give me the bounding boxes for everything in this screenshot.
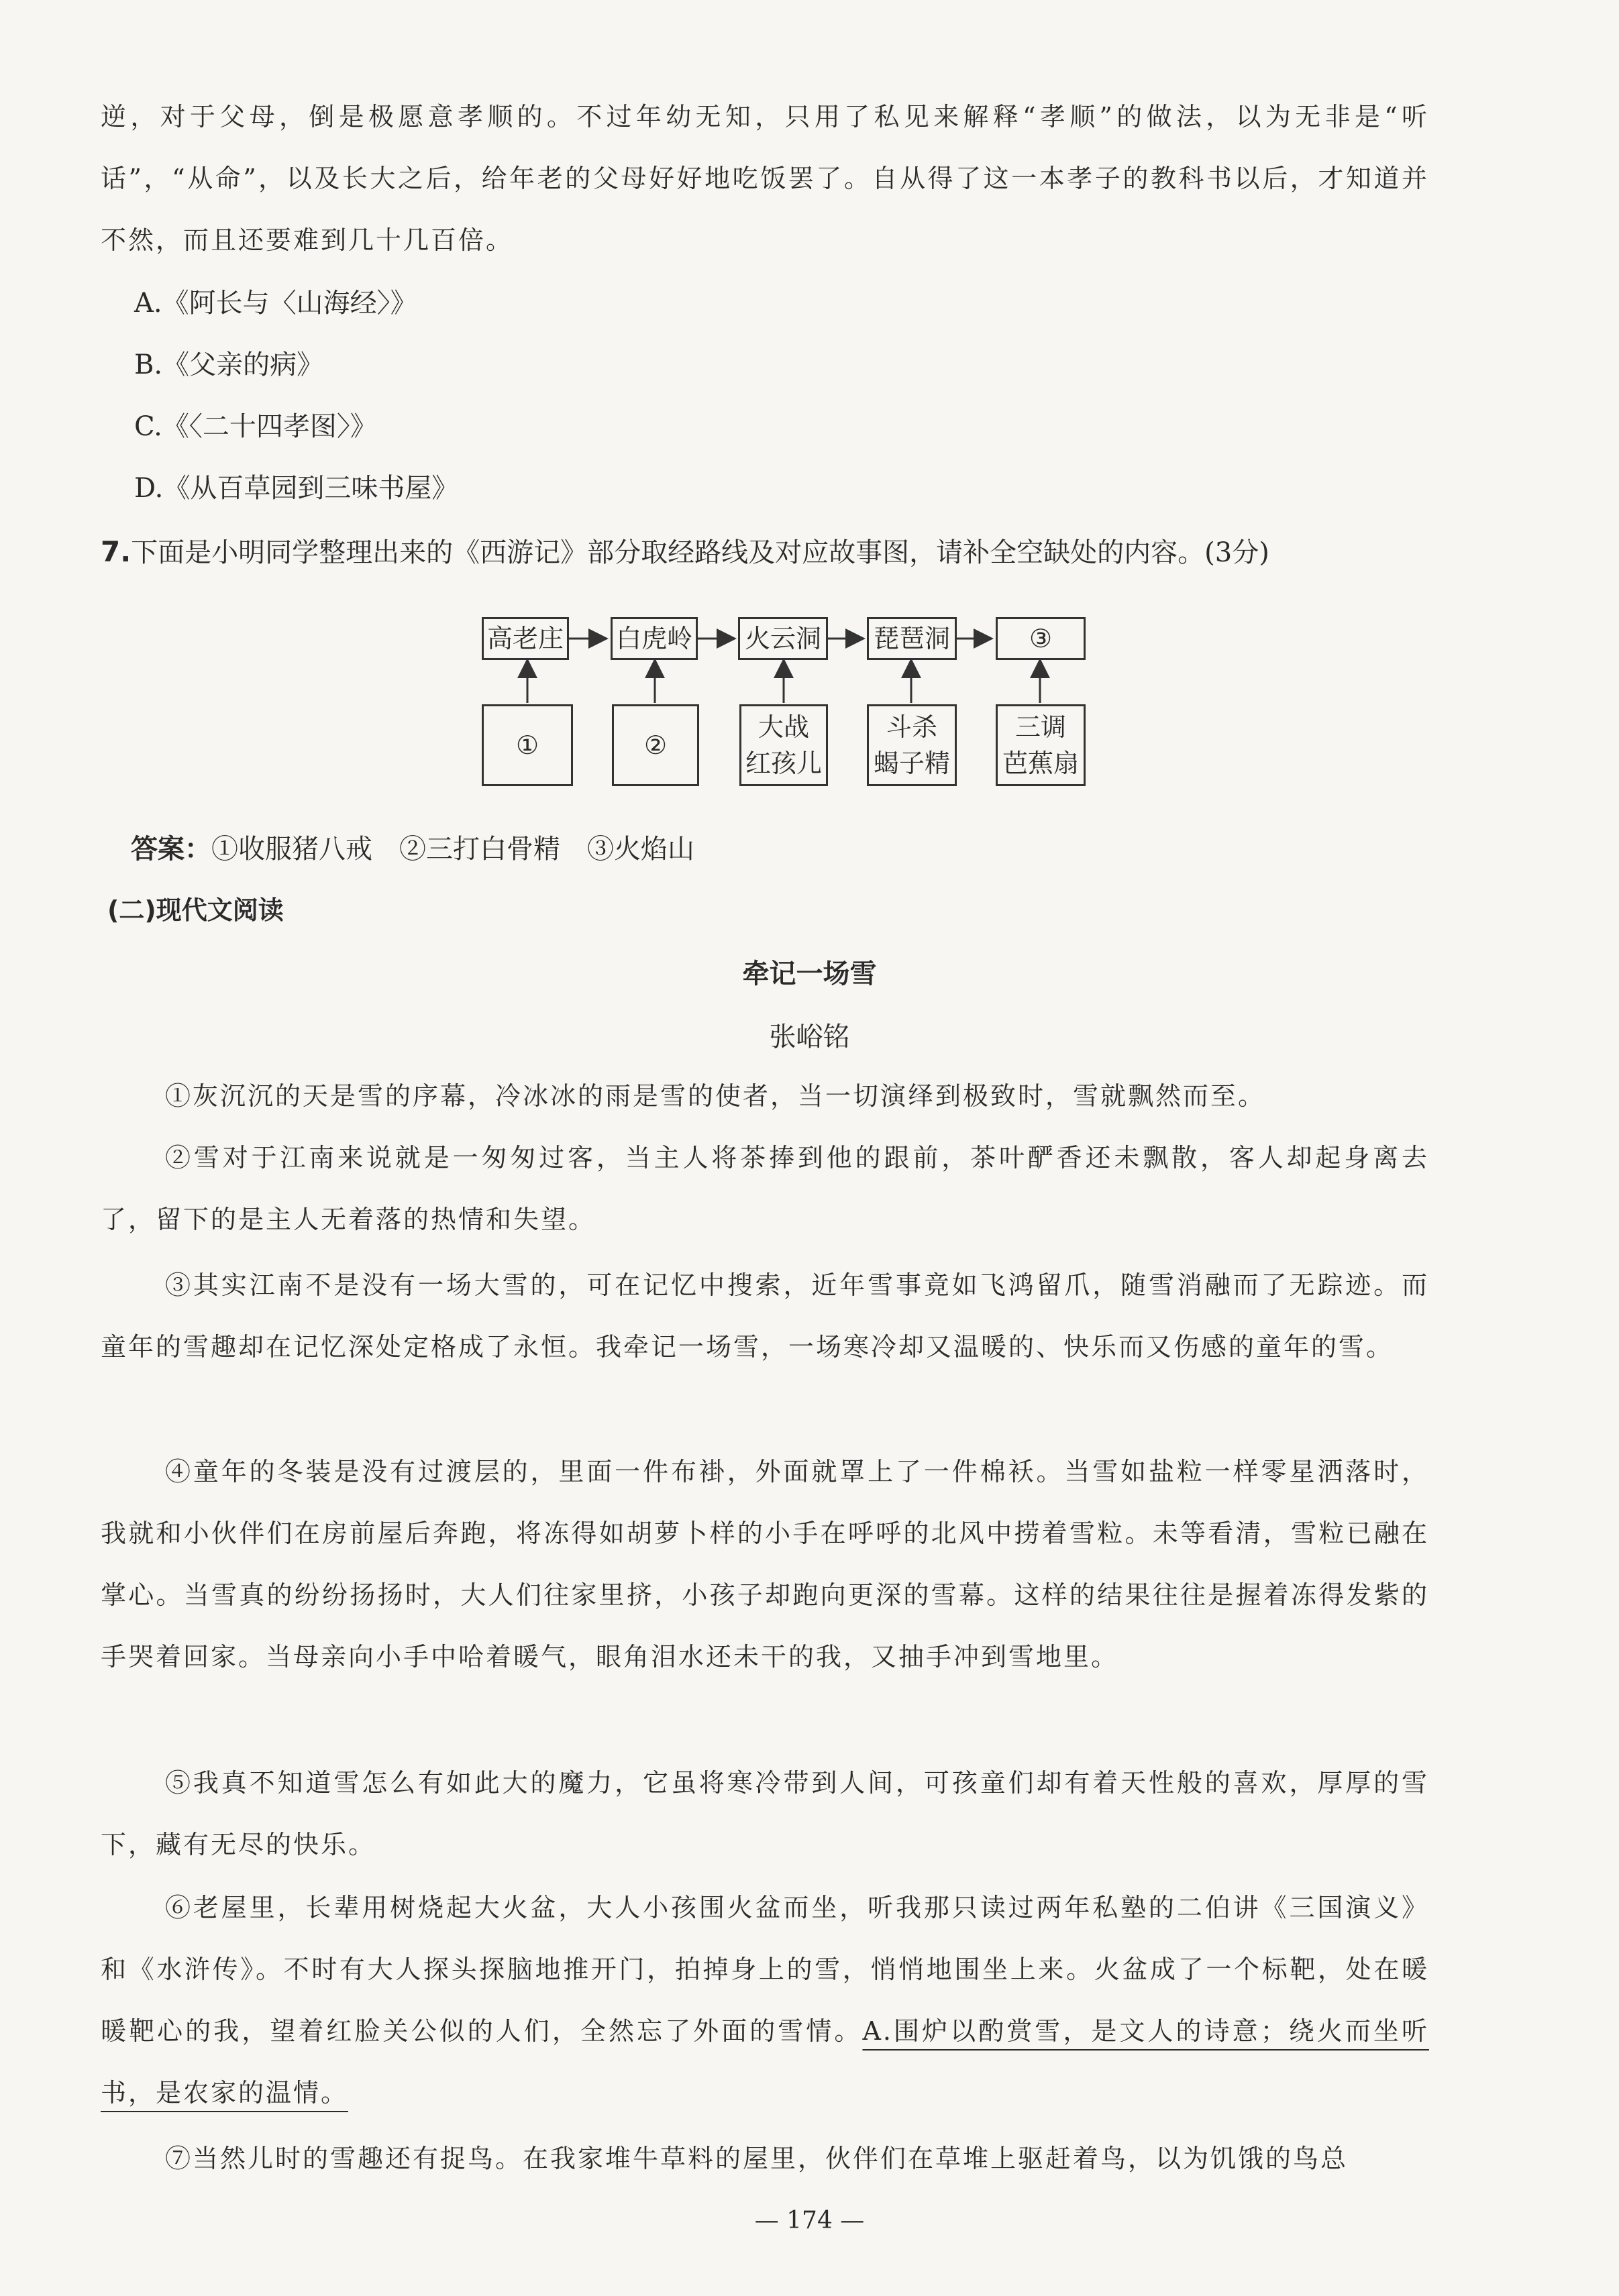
story-box-3-line1: 大战 (758, 712, 809, 742)
page-number: — 174 — (754, 2207, 865, 2234)
story-box-4-line2: 蝎子精 (873, 749, 950, 778)
option-a: A.《阿长与〈山海经〉》 (134, 288, 417, 319)
story-box-2-line1: ② (643, 730, 668, 760)
story-box-5-line2: 芭蕉扇 (1002, 749, 1079, 778)
route-box-2: 白虎岭 (611, 617, 698, 660)
answer-label: 答案： (131, 834, 211, 865)
paragraph-4: ④童年的冬装是没有过渡层的，里面一件布褂，外面就罩上了一件棉袄。当雪如盐粒一样零星洒落时，我就和小伙伴们在房前屋后奔跑，将冻得如胡萝卜样的小手在呼呼的北风中捞着雪粒。未等看清，雪粒已融在掌心。当雪真的纷纷扬扬时，大人们往家里挤，小孩子却跑向更深的雪幕。这样的结果往往是握着冻得发紫的手哭着回家。当母亲向小手中哈着暖气，眼角泪水还未干的我，又抽手冲到雪地里。 (101, 1457, 1429, 1672)
option-b: B.《父亲的病》 (134, 349, 324, 380)
story-box-3-line2: 红孩儿 (745, 749, 822, 778)
paragraph-5: ⑤我真不知道雪怎么有如此大的魔力，它虽将寒冷带到人间，可孩童们却有着天性般的喜欢，厚厚的雪下，藏有无尽的快乐。 (101, 1768, 1429, 1859)
story-box-5-line1: 三调 (1014, 712, 1066, 742)
intro-paragraph: 逆，对于父母，倒是极愿意孝顺的。不过年幼无知，只用了私见来解释“孝顺”的做法，以为无非是“听话”，“从命”，以及长大之后，给年老的父母好好地吃饭罢了。自从得了这一本孝子的教科书以后，才知道并不然，而且还要难到几十几百倍。 (101, 102, 1429, 255)
story-box-3 (739, 704, 828, 786)
route-box-4: 琵琶洞 (867, 617, 957, 660)
option-c: C.《〈二十四孝图〉》 (134, 411, 377, 442)
route-box-3: 火云洞 (738, 617, 828, 660)
option-d: D.《从百草园到三味书屋》 (134, 473, 459, 504)
story-box-5 (996, 704, 1086, 786)
route-box-5: ③ (996, 617, 1086, 660)
paragraph-6 (101, 1877, 1429, 2124)
story-box-1 (482, 704, 573, 786)
story-box-4 (867, 704, 957, 786)
article-author: 张峪铭 (769, 1022, 850, 1052)
paragraph-6-text: ⑥老屋里，长辈用树烧起大火盆，大人小孩围火盆而坐，听我那只读过两年私塾的二伯讲《三国演义》和《水浒传》。不时有大人探头探脑地推开门，拍掉身上的雪，悄悄地围坐上来。火盆成了一个标靶，处在暖暖靶心的我，望着红脸关公似的人们，全然忘了外面的雪情。 (101, 1893, 1429, 2046)
question-number: 7. (101, 535, 132, 568)
paragraph-7: ⑦当然儿时的雪趣还有捉鸟。在我家堆牛草料的屋里，伙伴们在草堆上驱赶着鸟，以为饥饿的鸟总 (165, 2144, 1349, 2173)
article-title: 牵记一场雪 (742, 959, 877, 989)
paragraph-2: ②雪对于江南来说就是一匆匆过客，当主人将茶捧到他的跟前，茶叶酽香还未飘散，客人却起身离去了，留下的是主人无着落的热情和失望。 (101, 1143, 1429, 1234)
story-box-4-line1: 斗杀 (886, 712, 937, 742)
route-box-1: 高老庄 (482, 617, 569, 660)
paragraph-1: ①灰沉沉的天是雪的序幕，冷冰冰的雨是雪的使者，当一切演绎到极致时，雪就飘然而至。 (165, 1081, 1266, 1111)
story-box-2 (612, 704, 699, 786)
story-box-1-line1: ① (515, 730, 539, 760)
section-title: (二)现代文阅读 (107, 895, 284, 925)
answer-line (131, 828, 694, 866)
paragraph-3: ③其实江南不是没有一场大雪的，可在记忆中搜索，近年雪事竟如飞鸿留爪，随雪消融而了无踪迹。而童年的雪趣却在记忆深处定格成了永恒。我牵记一场雪，一场寒冷却又温暖的、快乐而又伤感的童年的雪。 (101, 1270, 1429, 1362)
question-text: 下面是小明同学整理出来的《西游记》部分取经路线及对应故事图，请补全空缺处的内容。(3分) (131, 537, 1269, 568)
underlined-sentence-a: A.围炉以酌赏雪，是文人的诗意；绕火而坐听书，是农家的温情。 (101, 2016, 1429, 2108)
answer-text: ①收服猪八戒 ②三打白骨精 ③火焰山 (211, 834, 694, 865)
